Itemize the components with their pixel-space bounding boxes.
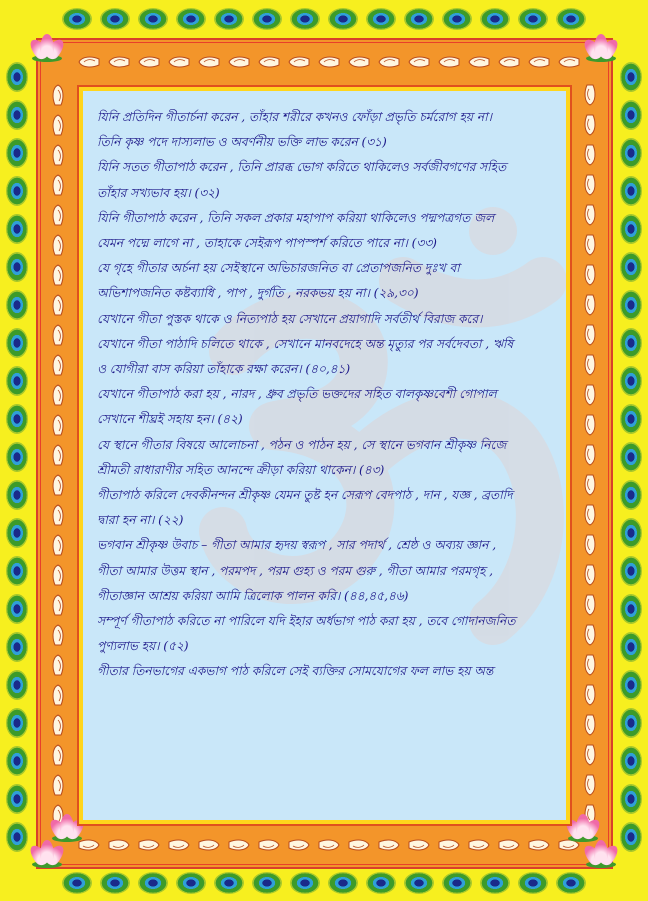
conch-icon xyxy=(498,55,520,69)
conch-icon xyxy=(378,838,400,852)
conch-icon xyxy=(138,55,160,69)
peacock-feather-icon xyxy=(620,556,642,586)
peacock-feather-icon xyxy=(366,8,396,30)
verse-line: যেমন পদ্মে লাগে না , তাহাকে সেইরূপ পাপস্পর্শ করিতে পারে না। (৩৩) xyxy=(97,236,437,251)
peacock-feather-icon xyxy=(620,404,642,434)
peacock-feather-icon xyxy=(6,62,28,92)
conch-icon xyxy=(51,204,65,226)
conch-icon xyxy=(288,838,310,852)
peacock-feather-icon xyxy=(620,366,642,396)
conch-icon xyxy=(318,838,340,852)
verse-line: দ্বারা হন না। (২২) xyxy=(97,513,184,528)
peacock-feather-icon xyxy=(6,556,28,586)
verse-paragraph xyxy=(97,609,558,659)
peacock-feather-icon xyxy=(620,442,642,472)
peacock-feather-icon xyxy=(6,632,28,662)
conch-icon xyxy=(51,654,65,676)
peacock-feather-icon xyxy=(480,872,510,894)
conch-icon xyxy=(51,744,65,766)
conch-icon xyxy=(108,55,130,69)
conch-icon xyxy=(468,838,490,852)
peacock-feather-icon xyxy=(6,480,28,510)
conch-icon xyxy=(51,684,65,706)
conch-icon xyxy=(51,234,65,256)
conch-icon xyxy=(583,264,597,286)
conch-icon xyxy=(583,534,597,556)
verse-line: সম্পূর্ণ গীতাপাঠ করিতে না পারিলে যদি ইহার অর্ধভাগ পাঠ করা হয় , তবে গোদানজনিত xyxy=(97,614,516,629)
conch-icon xyxy=(51,624,65,646)
verse-line: ভগবান শ্রীকৃষ্ণ উবাচ – গীতা আমার হৃদয় স্বরূপ , সার পদার্থ , শ্রেষ্ঠ ও অব্যয় জ্ঞান , xyxy=(97,538,497,553)
verse-paragraph xyxy=(97,533,558,609)
verse-paragraph xyxy=(97,659,558,684)
peacock-feather-icon xyxy=(6,138,28,168)
verse-paragraph xyxy=(97,307,558,383)
conch-icon xyxy=(228,55,250,69)
verse-line: গীতাজ্ঞান আশ্রয় করিয়া আমি ত্রিলোক পালন করি। (৪৪,৪৫,৪৬) xyxy=(97,588,409,603)
conch-icon xyxy=(583,444,597,466)
verse-line: অভিশাপজনিত কষ্টব্যাধি , পাপ , দুর্গতি , নরকভয় হয় না। (২৯,৩০) xyxy=(97,286,419,301)
conch-icon xyxy=(51,534,65,556)
conch-icon xyxy=(51,444,65,466)
conch-icon xyxy=(583,174,597,196)
verse-line: যে স্থানে গীতার বিষয়ে আলোচনা , পঠন ও পাঠন হয় , সে স্থানে ভগবান শ্রীকৃষ্ণ নিজে xyxy=(97,437,507,452)
peacock-feather-icon xyxy=(6,100,28,130)
conch-icon xyxy=(583,594,597,616)
peacock-feather-icon xyxy=(290,872,320,894)
conch-icon xyxy=(583,744,597,766)
conch-icon xyxy=(51,564,65,586)
verse-line: যেখানে গীতাপাঠ করা হয় , নারদ , ধ্রুব প্রভৃতি ভক্তদের সহিত বালকৃষ্ণবেশী গোপাল xyxy=(97,387,497,402)
verse-paragraph xyxy=(97,105,558,155)
conch-icon xyxy=(51,264,65,286)
verse-paragraph xyxy=(97,382,558,432)
scripture-text xyxy=(97,105,558,685)
conch-icon xyxy=(378,55,400,69)
conch-icon xyxy=(348,55,370,69)
verse-line: ও যোগীরা বাস করিয়া তাঁহাকে রক্ষা করেন। (৪০,৪১) xyxy=(97,362,351,377)
verse-line: তিনি কৃষ্ণ পদে দাস্যলাভ ও অবর্ণনীয় ভক্তি লাভ করেন (৩১) xyxy=(97,135,387,150)
conch-icon xyxy=(583,204,597,226)
conch-icon xyxy=(583,84,597,106)
peacock-feather-icon xyxy=(328,872,358,894)
conch-icon xyxy=(168,55,190,69)
conch-icon xyxy=(258,838,280,852)
conch-icon xyxy=(498,838,520,852)
peacock-feather-icon xyxy=(620,290,642,320)
conch-icon xyxy=(348,838,370,852)
peacock-feather-icon xyxy=(556,872,586,894)
conch-icon xyxy=(51,504,65,526)
peacock-feather-icon xyxy=(252,8,282,30)
peacock-feather-icon xyxy=(290,8,320,30)
verse-line: যিনি সতত গীতাপাঠ করেন , তিনি প্রারব্ধ ভোগ করিতে থাকিলেও সর্বজীবগণের সহিত xyxy=(97,160,507,175)
peacock-feather-icon xyxy=(480,8,510,30)
verse-line: শ্রীমতী রাধারাণীর সহিত আনন্দে ক্রীড়া করিয়া থাকেন। (৪৩) xyxy=(97,462,385,477)
peacock-feather-icon xyxy=(6,708,28,738)
peacock-feather-icon xyxy=(404,872,434,894)
peacock-feather-icon xyxy=(100,872,130,894)
peacock-feather-icon xyxy=(6,442,28,472)
conch-icon xyxy=(408,55,430,69)
conch-icon xyxy=(583,474,597,496)
peacock-feather-icon xyxy=(620,784,642,814)
conch-icon xyxy=(583,504,597,526)
peacock-feather-icon xyxy=(620,708,642,738)
verse-line: যেখানে গীতা পুস্তক থাকে ও নিত্যপাঠ হয় সেখানে প্রয়াগাদি সর্বতীর্থ বিরাজ করে। xyxy=(97,311,483,326)
peacock-feather-icon xyxy=(366,872,396,894)
conch-icon xyxy=(528,838,550,852)
peacock-feather-icon xyxy=(620,176,642,206)
peacock-feather-icon xyxy=(620,214,642,244)
peacock-feather-icon xyxy=(620,480,642,510)
conch-icon xyxy=(583,414,597,436)
peacock-feather-icon xyxy=(556,8,586,30)
conch-icon xyxy=(583,294,597,316)
peacock-feather-icon xyxy=(620,62,642,92)
conch-icon xyxy=(51,714,65,736)
conch-icon xyxy=(198,838,220,852)
conch-icon xyxy=(583,354,597,376)
peacock-feather-icon xyxy=(176,8,206,30)
peacock-feather-icon xyxy=(100,8,130,30)
verse-line: পুণ্যলাভ হয়। (৫২) xyxy=(97,639,189,654)
peacock-feather-icon xyxy=(442,8,472,30)
conch-icon xyxy=(583,774,597,796)
lotus-icon xyxy=(30,838,64,868)
conch-icon xyxy=(138,838,160,852)
conch-icon xyxy=(168,838,190,852)
peacock-feather-icon xyxy=(620,252,642,282)
conch-icon xyxy=(51,354,65,376)
peacock-feather-icon xyxy=(214,8,244,30)
peacock-feather-icon xyxy=(6,518,28,548)
conch-icon xyxy=(318,55,340,69)
peacock-feather-icon xyxy=(620,518,642,548)
conch-icon xyxy=(51,384,65,406)
peacock-feather-icon xyxy=(620,138,642,168)
conch-icon xyxy=(528,55,550,69)
lotus-icon xyxy=(584,32,618,62)
peacock-feather-icon xyxy=(620,632,642,662)
conch-icon xyxy=(583,234,597,256)
verse-paragraph xyxy=(97,206,558,256)
conch-icon xyxy=(583,384,597,406)
peacock-feather-icon xyxy=(6,214,28,244)
conch-icon xyxy=(583,564,597,586)
peacock-feather-icon xyxy=(6,176,28,206)
conch-icon xyxy=(258,55,280,69)
peacock-feather-icon xyxy=(404,8,434,30)
peacock-feather-icon xyxy=(6,290,28,320)
verse-paragraph xyxy=(97,256,558,306)
peacock-feather-icon xyxy=(6,252,28,282)
peacock-feather-icon xyxy=(176,872,206,894)
verse-line: যিনি গীতাপাঠ করেন , তিনি সকল প্রকার মহাপাপ করিয়া থাকিলেও পদ্মপত্রগত জল xyxy=(97,210,495,225)
conch-icon xyxy=(583,654,597,676)
peacock-feather-icon xyxy=(6,328,28,358)
conch-icon xyxy=(198,55,220,69)
conch-icon xyxy=(51,774,65,796)
conch-icon xyxy=(408,838,430,852)
peacock-feather-icon xyxy=(518,8,548,30)
verse-line: গীতাপাঠ করিলে দেবকীনন্দন শ্রীকৃষ্ণ যেমন তুষ্ট হন সেরূপ বেদপাঠ , দান , যজ্ঞ , ব্রতাদি xyxy=(97,488,513,503)
conch-icon xyxy=(51,594,65,616)
peacock-feather-icon xyxy=(6,746,28,776)
peacock-feather-icon xyxy=(6,784,28,814)
lotus-icon xyxy=(584,838,618,868)
peacock-feather-icon xyxy=(6,822,28,852)
peacock-feather-icon xyxy=(6,670,28,700)
conch-icon xyxy=(51,174,65,196)
conch-icon xyxy=(583,114,597,136)
verse-line: যে গৃহে গীতার অর্চনা হয় সেইস্থানে অভিচারজনিত বা প্রেতাপজনিত দুঃখ বা xyxy=(97,261,460,276)
peacock-feather-icon xyxy=(252,872,282,894)
peacock-feather-icon xyxy=(518,872,548,894)
conch-icon xyxy=(78,55,100,69)
verse-paragraph xyxy=(97,483,558,533)
peacock-feather-icon xyxy=(62,872,92,894)
conch-icon xyxy=(51,114,65,136)
verse-paragraph xyxy=(97,433,558,483)
content-panel xyxy=(79,87,570,824)
peacock-feather-icon xyxy=(6,366,28,396)
conch-icon xyxy=(583,684,597,706)
conch-icon xyxy=(51,474,65,496)
verse-paragraph xyxy=(97,155,558,205)
conch-icon xyxy=(468,55,490,69)
peacock-feather-icon xyxy=(6,404,28,434)
conch-icon xyxy=(51,294,65,316)
peacock-feather-icon xyxy=(620,746,642,776)
peacock-feather-icon xyxy=(620,328,642,358)
verse-line: যিনি প্রতিদিন গীতার্চনা করেন , তাঁহার শরীরে কখনও ফোঁড়া প্রভৃতি চর্মরোগ হয় না। xyxy=(97,110,492,124)
conch-icon xyxy=(288,55,310,69)
conch-icon xyxy=(438,838,460,852)
conch-icon xyxy=(583,624,597,646)
lotus-icon xyxy=(30,32,64,62)
conch-icon xyxy=(228,838,250,852)
peacock-feather-icon xyxy=(620,822,642,852)
conch-icon xyxy=(583,144,597,166)
peacock-feather-icon xyxy=(214,872,244,894)
conch-icon xyxy=(51,414,65,436)
peacock-feather-icon xyxy=(138,872,168,894)
peacock-feather-icon xyxy=(328,8,358,30)
conch-icon xyxy=(438,55,460,69)
conch-icon xyxy=(108,838,130,852)
conch-icon xyxy=(583,714,597,736)
conch-icon xyxy=(51,84,65,106)
peacock-feather-icon xyxy=(62,8,92,30)
peacock-feather-icon xyxy=(620,594,642,624)
conch-icon xyxy=(51,144,65,166)
verse-line: তাঁহার সখ্যভাব হয়। (৩২) xyxy=(97,185,220,200)
conch-icon xyxy=(583,324,597,346)
peacock-feather-icon xyxy=(620,100,642,130)
peacock-feather-icon xyxy=(442,872,472,894)
verse-line: যেখানে গীতা পাঠাদি চলিতে থাকে , সেখানে মানবদেহে অন্ত মৃত্যুর পর সর্বদেবতা , ঋষি xyxy=(97,336,514,351)
lotus-icon xyxy=(566,812,600,842)
peacock-feather-icon xyxy=(6,594,28,624)
peacock-feather-icon xyxy=(138,8,168,30)
verse-line: সেখানে শীঘ্রই সহায় হন। (৪২) xyxy=(97,412,243,427)
verse-line: গীতার তিনভাগের একভাগ পাঠ করিলে সেই ব্যক্তির সোমযোগের ফল লাভ হয় অন্ত xyxy=(97,664,494,679)
verse-line: গীতা আমার উত্তম স্থান , পরমপদ , পরম গুহ্য ও পরম গুরু , গীতা আমার পরমগৃহ , xyxy=(97,563,493,578)
peacock-feather-icon xyxy=(620,670,642,700)
conch-icon xyxy=(558,55,580,69)
conch-icon xyxy=(51,324,65,346)
